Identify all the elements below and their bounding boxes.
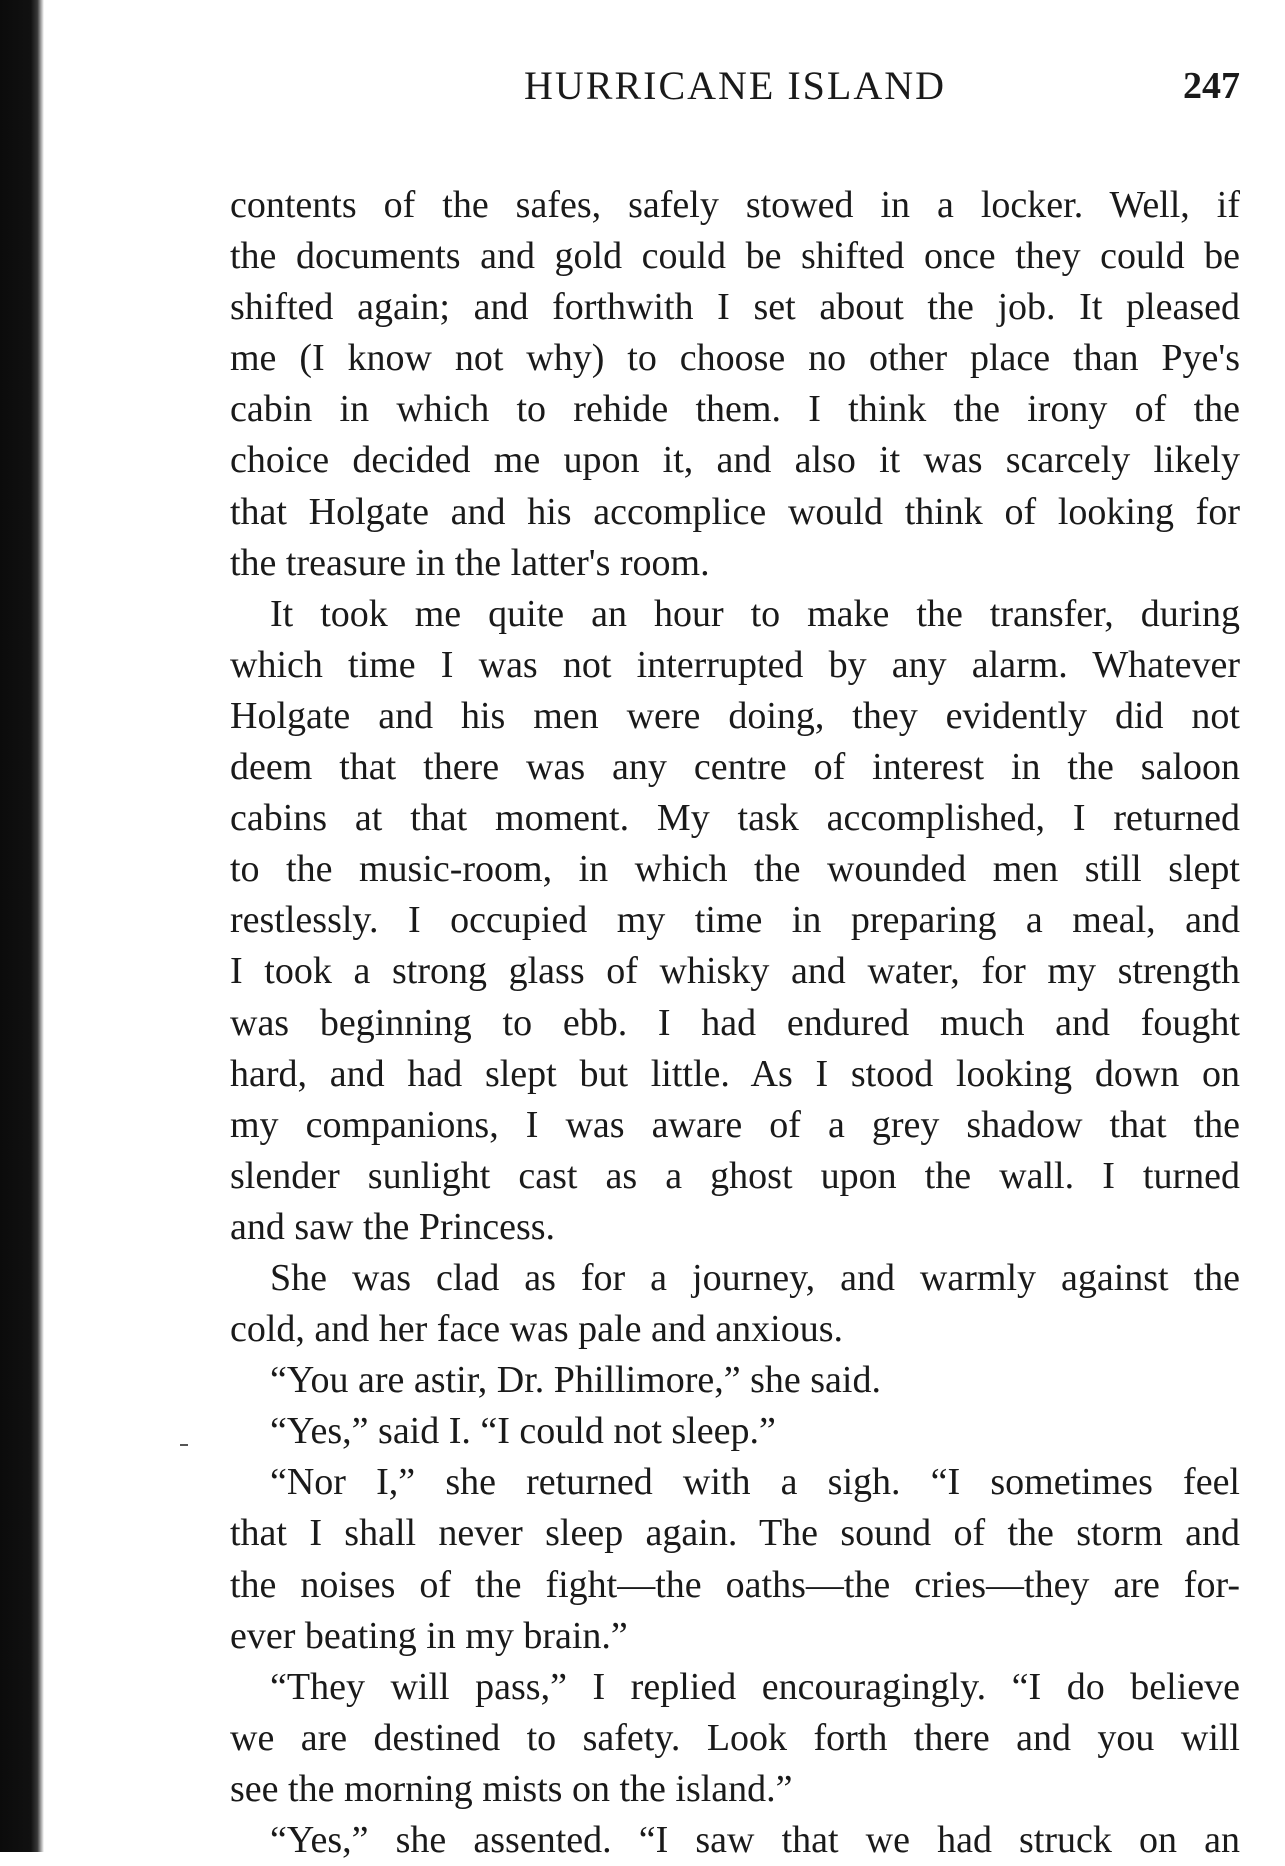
text-line: hard, and had slept but little. As I stood looking down on: [230, 1052, 1240, 1095]
text-line: cold, and her face was pale and anxious.: [230, 1308, 844, 1351]
text-line: Holgate and his men were doing, they evidently did not: [230, 694, 1240, 737]
running-title: HURRICANE ISLAND: [524, 63, 946, 108]
text-line: “You are astir, Dr. Phillimore,” she said.: [270, 1359, 881, 1402]
book-binding-edge: [0, 0, 44, 1852]
text-line: “Yes,” said I. “I could not sleep.”: [270, 1410, 776, 1453]
text-line: which time I was not interrupted by any alarm. Whatever: [230, 643, 1240, 686]
text-line: shifted again; and forthwith I set about the job. It pleased: [230, 286, 1240, 329]
margin-mark: [180, 1444, 188, 1446]
text-line: “Nor I,” she returned with a sigh. “I sometimes feel: [270, 1461, 1240, 1504]
text-line: see the morning mists on the island.”: [230, 1767, 793, 1810]
text-line: She was clad as for a journey, and warmly against the: [270, 1256, 1240, 1299]
text-line: the noises of the fight—the oaths—the cries—they are for-: [230, 1563, 1240, 1606]
text-line: my companions, I was aware of a grey shadow that the: [230, 1103, 1240, 1146]
text-line: contents of the safes, safely stowed in a locker. Well, if: [230, 184, 1240, 226]
text-line: I took a strong glass of whisky and water, for my strength: [230, 950, 1240, 993]
book-page: [230, 52, 1240, 1866]
text-line: the documents and gold could be shifted once they could be: [230, 235, 1240, 278]
running-head: [230, 52, 1240, 122]
text-line: cabin in which to rehide them. I think the irony of the: [230, 388, 1240, 431]
text-line: “Yes,” she assented. “I saw that we had struck on an: [270, 1819, 1240, 1861]
text-line: that Holgate and his accomplice would think of looking for: [230, 490, 1240, 533]
text-line: deem that there was any centre of interest in the saloon: [230, 746, 1240, 789]
page-number: 247: [1183, 65, 1240, 107]
text-line: was beginning to ebb. I had endured much and fought: [230, 1001, 1240, 1044]
text-line: we are destined to safety. Look forth there and you will: [230, 1716, 1240, 1759]
text-line: to the music-room, in which the wounded men still slept: [230, 848, 1240, 891]
text-line: “They will pass,” I replied encouragingly. “I do believe: [270, 1665, 1240, 1708]
text-line: ever beating in my brain.”: [230, 1614, 628, 1657]
text-line: cabins at that moment. My task accomplished, I returned: [230, 797, 1240, 840]
text-line: restlessly. I occupied my time in preparing a meal, and: [230, 899, 1240, 942]
text-line: and saw the Princess.: [230, 1205, 556, 1248]
body-text: [230, 180, 1240, 1866]
text-line: that I shall never sleep again. The sound of the storm and: [230, 1512, 1240, 1555]
text-line: choice decided me upon it, and also it was scarcely likely: [230, 439, 1240, 482]
text-line: It took me quite an hour to make the transfer, during: [270, 592, 1240, 635]
text-line: me (I know not why) to choose no other place than Pye's: [230, 337, 1240, 380]
text-line: slender sunlight cast as a ghost upon the wall. I turned: [230, 1154, 1240, 1197]
text-line: the treasure in the latter's room.: [230, 541, 710, 584]
